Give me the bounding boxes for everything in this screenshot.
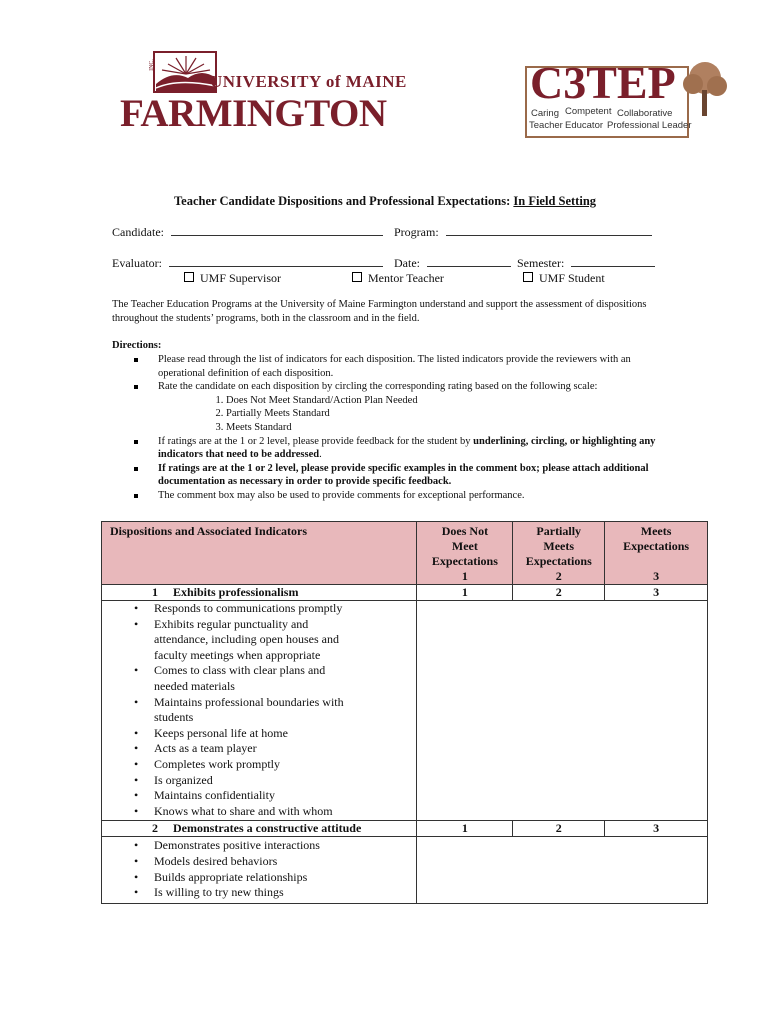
indicators-row — [102, 837, 708, 903]
header-dispositions: Dispositions and Associated Indicators — [102, 522, 417, 585]
ctep-word-teacher: Teacher — [529, 120, 563, 131]
semester-label: Semester: — [517, 256, 565, 270]
document-title — [0, 194, 770, 209]
section-row — [102, 821, 708, 837]
direction-item: If ratings are at the 1 or 2 level, please provide specific examples in the comment box; please attach additional documentation as necessary in order to provide specific feedback. — [112, 462, 672, 489]
evaluator-field — [112, 256, 383, 271]
list-item: • Responds to communications promptly — [106, 601, 346, 617]
list-item: • Exhibits regular punctuality and attendance, including open houses and faculty meetings when appropriate — [106, 617, 346, 664]
dispositions-table — [101, 521, 708, 904]
comment-box[interactable] — [417, 601, 708, 821]
option-label: UMF Student — [539, 271, 605, 285]
list-item: • Acts as a team player — [106, 741, 346, 757]
tree-icon — [675, 60, 731, 120]
title-main: Teacher Candidate Dispositions and Professional Expectations: — [173, 194, 514, 208]
square-bullet-icon — [134, 358, 138, 362]
direction-item: If ratings are at the 1 or 2 level, please provide feedback for the student by underlining, circling, or highlighting any indicators that need to be addressed. — [112, 435, 672, 462]
option-umf-supervisor[interactable] — [184, 271, 281, 286]
date-field — [394, 256, 511, 271]
date-label: Date: — [394, 256, 420, 270]
directions-heading: Directions: — [112, 340, 162, 351]
program-label: Program: — [394, 225, 439, 239]
umf-university-text: UNIVERSITY of MAINE — [210, 72, 407, 91]
section-title: 1 Exhibits professionalism — [102, 585, 417, 601]
scale-item: 2. Partially Meets Standard — [226, 407, 672, 421]
rating-3[interactable]: 3 — [605, 585, 708, 601]
header-does-not-meet: Does Not Meet Expectations 1 — [417, 522, 513, 585]
square-bullet-icon — [134, 440, 138, 444]
scale-item: 1. Does Not Meet Standard/Action Plan Needed — [226, 394, 672, 408]
evaluator-input-line[interactable] — [169, 256, 383, 267]
ctep-word-collaborative: Collaborative — [617, 108, 673, 119]
directions-list — [112, 353, 672, 503]
ctep-word-competent: Competent — [565, 106, 612, 117]
list-item: • Completes work promptly — [106, 757, 346, 773]
checkbox-icon[interactable] — [523, 272, 533, 282]
ctep-word-caring: Caring — [531, 108, 559, 119]
semester-field — [517, 256, 655, 271]
list-item: • Demonstrates positive interactions — [106, 838, 412, 854]
ctep-title: C3TEP — [530, 57, 676, 108]
candidate-input-line[interactable] — [171, 225, 383, 236]
list-item: • Builds appropriate relationships — [106, 870, 412, 886]
option-label: UMF Supervisor — [200, 271, 282, 285]
candidate-field — [112, 225, 383, 240]
indicator-list-cell — [102, 837, 417, 903]
list-item: • Comes to class with clear plans and needed materials — [106, 663, 346, 694]
direction-item: Please read through the list of indicators for each disposition. The listed indicators provide the reviewers with an operational definition of each disposition. — [112, 353, 672, 380]
square-bullet-icon — [134, 385, 138, 389]
option-umf-student[interactable] — [523, 271, 605, 286]
date-input-line[interactable] — [427, 256, 511, 267]
option-mentor-teacher[interactable] — [352, 271, 444, 286]
intro-paragraph: The Teacher Education Programs at the University of Maine Farmington understand and support the assessment of dispositions throughout the students’ programs, both in the classroom and in the field. — [112, 299, 647, 324]
semester-input-line[interactable] — [571, 256, 655, 267]
umf-logo — [118, 48, 408, 135]
rating-3[interactable]: 3 — [605, 821, 708, 837]
section-row — [102, 585, 708, 601]
rating-scale — [158, 394, 672, 435]
indicator-list-cell — [102, 601, 417, 821]
option-label: Mentor Teacher — [368, 271, 444, 285]
checkbox-icon[interactable] — [352, 272, 362, 282]
list-item: • Is willing to try new things — [106, 885, 412, 901]
section-title: 2 Demonstrates a constructive attitude — [102, 821, 417, 837]
rating-2[interactable]: 2 — [513, 821, 605, 837]
square-bullet-icon — [134, 494, 138, 498]
list-item: • Maintains confidentiality — [106, 788, 346, 804]
indicators-row — [102, 601, 708, 821]
table-header — [102, 522, 708, 585]
direction-item: The comment box may also be used to provide comments for exceptional performance. — [112, 489, 672, 503]
ctep-word-professional-leader: Professional Leader — [607, 120, 692, 131]
list-item: • Knows what to share and with whom — [106, 804, 346, 820]
program-input-line[interactable] — [446, 225, 652, 236]
scale-item: 3. Meets Standard — [226, 421, 672, 435]
candidate-label: Candidate: — [112, 225, 164, 239]
program-field — [394, 225, 652, 240]
rating-1[interactable]: 1 — [417, 821, 513, 837]
list-item: • Keeps personal life at home — [106, 726, 346, 742]
list-item: • Is organized — [106, 773, 346, 789]
ctep-word-educator: Educator — [565, 120, 604, 131]
list-item: • Models desired behaviors — [106, 854, 412, 870]
comment-box[interactable] — [417, 837, 708, 903]
rating-2[interactable]: 2 — [513, 585, 605, 601]
rating-1[interactable]: 1 — [417, 585, 513, 601]
list-item: • Maintains professional boundaries with students — [106, 695, 346, 726]
direction-item: Rate the candidate on each disposition by circling the corresponding rating based on the following scale: 1. Does Not Meet Standard/Action Plan Needed 2. Partially Meets Standard 3. Meets Standard — [112, 380, 672, 434]
umf-inc-text: INC. — [148, 59, 155, 71]
square-bullet-icon — [134, 467, 138, 471]
title-setting: In Field Setting — [513, 194, 597, 208]
checkbox-icon[interactable] — [184, 272, 194, 282]
evaluator-label: Evaluator: — [112, 256, 162, 270]
ctep-logo — [525, 57, 725, 135]
header-partially-meets: Partially Meets Expectations 2 — [513, 522, 605, 585]
header-meets: Meets Expectations 3 — [605, 522, 708, 585]
umf-farmington-text: FARMINGTON — [120, 92, 387, 135]
